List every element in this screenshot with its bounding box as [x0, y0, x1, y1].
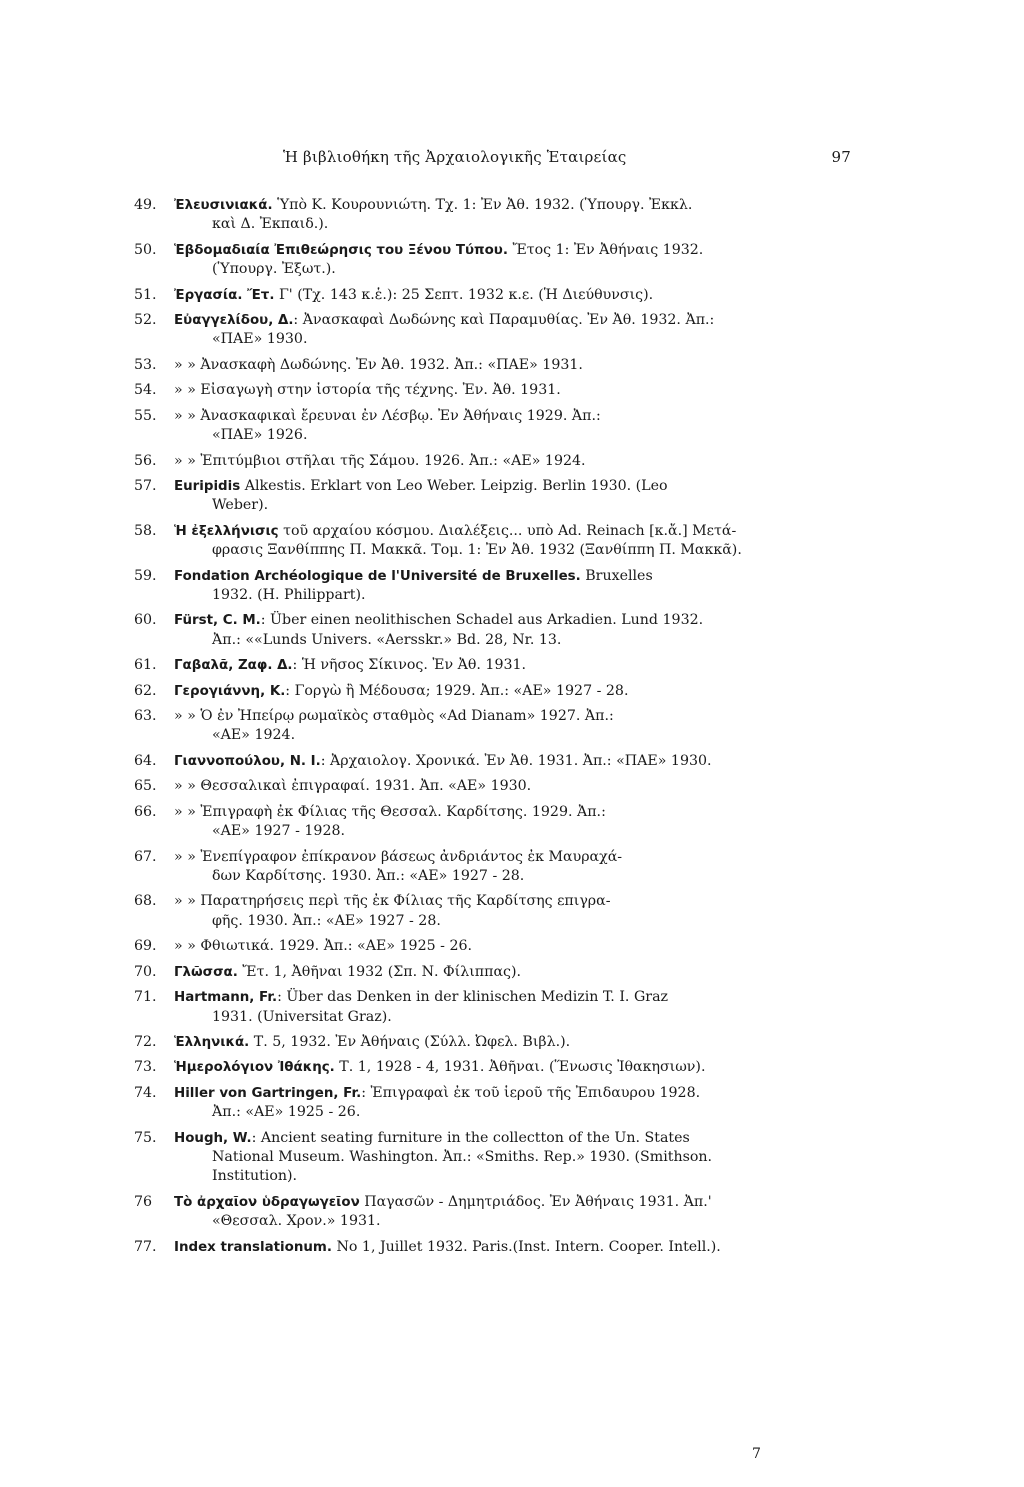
bibliography-entry [134, 1129, 854, 1187]
entry-first-line [174, 407, 854, 426]
entry-first-line [174, 682, 854, 701]
entry-detail: Bruxelles [580, 567, 653, 584]
bibliography-entry [134, 407, 854, 446]
entry-text [174, 407, 854, 446]
entry-first-line [174, 1238, 854, 1257]
entry-continuation-line [174, 822, 854, 841]
entry-continuation-line [174, 1148, 854, 1167]
entry-continuation-line [174, 1008, 854, 1027]
entry-text [174, 937, 854, 956]
entry-text [174, 1033, 854, 1052]
header-title: Ἡ βιβλιοθήκη τῆς Ἀρχαιολογικῆς Ἑταιρείας [283, 148, 627, 166]
entry-detail: : Ἡ νῆσος Σίκινος. Ἐν Ἀθ. 1931. [292, 657, 527, 674]
entry-detail: «ΑΕ» 1924. [212, 727, 296, 744]
entry-number: 69. [134, 938, 157, 955]
entry-detail: : Über einen neolithischen Schadel aus Arkadien. Lund 1932. [260, 612, 704, 629]
bibliography-entry [134, 381, 854, 400]
entry-text [174, 477, 854, 516]
entry-detail: » » Ἐπιτύμβιοι στῆλαι τῆς Σάμου. 1926. Ἀπ.: «ΑΕ» 1924. [174, 452, 586, 469]
entry-first-line [174, 1193, 854, 1212]
running-header [283, 148, 851, 166]
entry-first-line [174, 752, 854, 771]
entry-text [174, 892, 854, 931]
signature-mark: 7 [752, 1446, 761, 1462]
bibliography-entry [134, 656, 854, 675]
entry-heading: Ἑλληνικά. [174, 1035, 250, 1050]
entry-number: 53. [134, 356, 157, 373]
entry-detail: No 1, Juillet 1932. Paris.(Inst. Intern. Cooper. Intell.). [331, 1238, 721, 1255]
entry-first-line [174, 1058, 854, 1077]
entry-continuation-line [174, 586, 854, 605]
entry-detail: » » Παρατηρήσεις περὶ τῆς ἐκ Φίλιας τῆς Καρδίτσης επιγρα- [174, 893, 611, 910]
entry-number: 60. [134, 612, 157, 629]
entry-detail: φρασις Ξανθίππης Π. Μακκᾶ. Τομ. 1: Ἐν Ἀθ. 1932 (Ξανθίππη Π. Μακκᾶ). [212, 542, 742, 559]
entry-detail: «ΠΑΕ» 1926. [212, 427, 308, 444]
entry-text [174, 196, 854, 235]
bibliography-entry [134, 937, 854, 956]
entry-text [174, 567, 854, 606]
entry-text [174, 522, 854, 561]
bibliography-entry [134, 356, 854, 375]
entry-text [174, 777, 854, 796]
entry-number: 65. [134, 778, 157, 795]
entry-first-line [174, 522, 854, 541]
entry-number: 72. [134, 1034, 157, 1050]
entry-detail: Weber). [212, 497, 269, 514]
entry-first-line [174, 311, 854, 330]
entry-text [174, 1058, 854, 1077]
entry-detail: Τ. 5, 1932. Ἐν Ἀθήναις (Σύλλ. Ὠφελ. Βιβλ.). [249, 1034, 571, 1050]
entry-text [174, 848, 854, 887]
entry-continuation-line [174, 1167, 854, 1186]
entry-text [174, 311, 854, 350]
entry-text [174, 381, 854, 400]
bibliography-list [134, 196, 854, 1263]
entry-continuation-line [174, 426, 854, 445]
entry-number: 64. [134, 752, 157, 769]
entry-first-line [174, 452, 854, 471]
entry-first-line [174, 196, 854, 215]
entry-heading: Hough, W. [174, 1130, 252, 1146]
entry-continuation-line [174, 260, 854, 279]
bibliography-entry [134, 1058, 854, 1077]
entry-heading: Fondation Archéologique de l'Université de Bruxelles. [174, 568, 581, 584]
entry-text [174, 356, 854, 375]
entry-text [174, 1193, 854, 1232]
entry-heading: Ἡ ἐξελλήνισις [174, 523, 279, 539]
bibliography-entry [134, 803, 854, 842]
entry-heading: Γερογιάννη, Κ. [174, 683, 286, 699]
entry-detail: «ΑΕ» 1927 - 1928. [212, 823, 346, 840]
entry-heading: Ἑβδομαδιαία Ἐπιθεώρησις του Ξένου Τύπου. [174, 242, 508, 258]
entry-detail: Ἔτος 1: Ἐν Ἀθήναις 1932. [507, 241, 704, 258]
entry-first-line [174, 707, 854, 726]
entry-detail: «Θεσσαλ. Χρον.» 1931. [212, 1213, 381, 1230]
bibliography-entry [134, 963, 854, 982]
entry-number: 62. [134, 682, 157, 699]
entry-heading: Euripidis [174, 479, 241, 495]
entry-text [174, 1129, 854, 1187]
entry-detail: » » Ἐνεπίγραφον ἐπίκρανον βάσεως ἀνδριάντος ἐκ Μαυραχά- [174, 848, 623, 865]
bibliography-entry [134, 567, 854, 606]
bibliography-entry [134, 1033, 854, 1052]
entry-continuation-line [174, 726, 854, 745]
bibliography-entry [134, 892, 854, 931]
entry-continuation-line [174, 215, 854, 234]
entry-detail: καὶ Δ. Ἐκπαιδ.). [212, 216, 329, 233]
entry-detail: : Ἀρχαιολογ. Χρονικά. Ἐν Ἀθ. 1931. Ἀπ.: «ΠΑΕ» 1930. [320, 752, 712, 769]
entry-heading: Εὐαγγελίδου, Δ. [174, 313, 294, 329]
entry-continuation-line [174, 330, 854, 349]
entry-detail: Γ' (Τχ. 143 κ.ἑ.): 25 Σεπτ. 1932 κ.ε. (Ἡ Διεύθυνσις). [274, 286, 654, 303]
entry-text [174, 286, 854, 305]
entry-heading: Γιαννοπούλου, Ν. Ι. [174, 753, 321, 769]
entry-first-line [174, 777, 854, 796]
entry-text [174, 682, 854, 701]
entry-text [174, 707, 854, 746]
bibliography-entry [134, 241, 854, 280]
entry-detail: » » Ἐπιγραφὴ ἐκ Φίλιας τῆς Θεσσαλ. Καρδίτσης. 1929. Ἀπ.: [174, 803, 606, 820]
entry-number: 58. [134, 522, 157, 539]
bibliography-entry [134, 848, 854, 887]
entry-first-line [174, 477, 854, 496]
entry-heading: Index translationum. [174, 1239, 332, 1255]
entry-first-line [174, 567, 854, 586]
entry-detail: Ἔτ. 1, Ἀθῆναι 1932 (Σπ. Ν. Φίλιππας). [237, 963, 522, 980]
bibliography-entry [134, 752, 854, 771]
entry-first-line [174, 963, 854, 982]
entry-heading: Ἐλευσινιακά. [174, 198, 273, 213]
entry-detail: » » Ἀνασκαφὴ Δωδώνης. Ἐν Ἀθ. 1932. Ἀπ.: «ΠΑΕ» 1931. [174, 356, 583, 373]
entry-number: 63. [134, 708, 157, 725]
entry-detail: » » Ὁ ἐν Ἠπείρῳ ρωμαϊκὸς σταθμὸς «Ad Dianam» 1927. Ἀπ.: [174, 708, 614, 725]
bibliography-entry [134, 1238, 854, 1257]
entry-detail: δων Καρδίτσης. 1930. Ἀπ.: «ΑΕ» 1927 - 28. [212, 867, 525, 884]
entry-detail: 1932. (H. Philippart). [212, 586, 366, 603]
entry-first-line [174, 381, 854, 400]
entry-number: 75. [134, 1129, 157, 1146]
entry-number: 70. [134, 963, 157, 980]
entry-text [174, 1084, 854, 1123]
bibliography-entry [134, 477, 854, 516]
entry-detail: : Ἐπιγραφαὶ ἐκ τοῦ ἱεροῦ τῆς Ἐπιδαυρου 1928. [361, 1084, 701, 1101]
entry-detail: Ὑπὸ Κ. Κουρουνιώτη. Τχ. 1: Ἐν Ἀθ. 1932. (Ὑπουργ. Ἐκκλ. [272, 197, 693, 213]
entry-number: 59. [134, 567, 157, 584]
entry-number: 55. [134, 407, 157, 424]
entry-detail: Alkestis. Erklart von Leo Weber. Leipzig. Berlin 1930. (Leo [240, 478, 668, 495]
entry-detail: : Γοργὼ ἢ Μέδουσα; 1929. Ἀπ.: «ΑΕ» 1927 - 28. [285, 682, 629, 699]
entry-detail: » » Ἀνασκαφικαὶ ἔρευναι ἐν Λέσβῳ. Ἐν Ἀθήναις 1929. Ἀπ.: [174, 407, 601, 424]
bibliography-entry [134, 522, 854, 561]
entry-detail: Institution). [212, 1168, 298, 1185]
entry-detail: National Museum. Washington. Ἀπ.: «Smiths. Rep.» 1930. (Smithson. [212, 1149, 713, 1166]
entry-number: 52. [134, 312, 157, 329]
entry-number: 51. [134, 286, 157, 303]
entry-continuation-line [174, 1212, 854, 1231]
bibliography-entry [134, 988, 854, 1027]
entry-number: 66. [134, 803, 157, 820]
bibliography-entry [134, 682, 854, 701]
entry-text [174, 963, 854, 982]
entry-text [174, 803, 854, 842]
entry-number: 61. [134, 657, 157, 674]
entry-detail: 1931. (Universitat Graz). [212, 1008, 392, 1025]
bibliography-entry [134, 611, 854, 650]
entry-heading: Τὸ ἀρχαῖον ὑδραγωγεῖον [174, 1194, 360, 1210]
entry-detail: φῆς. 1930. Ἀπ.: «ΑΕ» 1927 - 28. [212, 912, 441, 929]
entry-detail: (Ὑπουργ. Ἐξωτ.). [212, 261, 336, 278]
entry-heading: Ἐργασία. Ἔτ. [174, 287, 275, 303]
entry-text [174, 452, 854, 471]
bibliography-entry [134, 452, 854, 471]
entry-number: 73. [134, 1059, 157, 1076]
entry-detail: : Über das Denken in der klinischen Medizin T. I. Graz [277, 989, 668, 1006]
entry-continuation-line [174, 496, 854, 515]
entry-first-line [174, 1084, 854, 1103]
entry-number: 56. [134, 452, 157, 469]
bibliography-entry [134, 1084, 854, 1123]
entry-number: 57. [134, 478, 157, 495]
entry-heading: Fürst, C. M. [174, 613, 261, 629]
bibliography-entry [134, 311, 854, 350]
entry-number: 76 [134, 1193, 153, 1210]
entry-first-line [174, 937, 854, 956]
entry-text [174, 1238, 854, 1257]
entry-first-line [174, 848, 854, 867]
entry-first-line [174, 988, 854, 1007]
entry-number: 77. [134, 1238, 157, 1255]
bibliography-entry [134, 286, 854, 305]
entry-number: 74. [134, 1084, 157, 1101]
entry-number: 49. [134, 197, 157, 213]
bibliography-entry [134, 777, 854, 796]
entry-detail: «ΠΑΕ» 1930. [212, 331, 308, 348]
entry-heading: Hiller von Gartringen, Fr. [174, 1085, 362, 1101]
entry-heading: Ἡμερολόγιον Ἰθάκης. [174, 1060, 335, 1076]
entry-first-line [174, 892, 854, 911]
entry-first-line [174, 656, 854, 675]
entry-detail: Τ. 1, 1928 - 4, 1931. Ἀθῆναι. (Ἕνωσις Ἰθακησιων). [334, 1059, 706, 1076]
entry-heading: Hartmann, Fr. [174, 990, 278, 1006]
entry-first-line [174, 356, 854, 375]
page-number: 97 [831, 148, 851, 166]
entry-first-line [174, 1033, 854, 1052]
entry-number: 67. [134, 848, 157, 865]
entry-detail: : Ἀνασκαφαὶ Δωδώνης καὶ Παραμυθίας. Ἐν Ἀθ. 1932. Ἀπ.: [293, 312, 715, 329]
entry-continuation-line [174, 1103, 854, 1122]
entry-number: 50. [134, 241, 157, 258]
entry-number: 54. [134, 382, 157, 399]
entry-first-line [174, 1129, 854, 1148]
entry-number: 71. [134, 989, 157, 1006]
entry-detail: » » Φθιωτικά. 1929. Ἀπ.: «ΑΕ» 1925 - 26. [174, 938, 473, 955]
entry-first-line [174, 241, 854, 260]
bibliography-entry [134, 196, 854, 235]
entry-detail: Παγασῶν - Δημητριάδος. Ἐν Ἀθήναις 1931. Ἀπ.' [359, 1193, 712, 1210]
entry-text [174, 752, 854, 771]
entry-continuation-line [174, 867, 854, 886]
entry-text [174, 988, 854, 1027]
entry-detail: » » Εἰσαγωγὴ στην ἱστορία τῆς τέχνης. Ἐν. Ἀθ. 1931. [174, 382, 561, 399]
entry-detail: » » Θεσσαλικαὶ ἐπιγραφαί. 1931. Ἀπ. «ΑΕ» 1930. [174, 778, 532, 795]
entry-continuation-line [174, 912, 854, 931]
entry-text [174, 611, 854, 650]
entry-heading: Γαβαλᾶ, Ζαφ. Δ. [174, 658, 293, 674]
entry-number: 68. [134, 893, 157, 910]
entry-detail: Ἀπ.: «ΑΕ» 1925 - 26. [212, 1104, 361, 1121]
entry-continuation-line [174, 631, 854, 650]
entry-text [174, 656, 854, 675]
bibliography-entry [134, 707, 854, 746]
entry-continuation-line [174, 541, 854, 560]
entry-heading: Γλῶσσα. [174, 964, 238, 980]
bibliography-entry [134, 1193, 854, 1232]
entry-first-line [174, 286, 854, 305]
entry-detail: Ἀπ.: ««Lunds Univers. «Aersskr.» Bd. 28, Nr. 13. [212, 631, 562, 648]
entry-text [174, 241, 854, 280]
entry-detail: τοῦ αρχαίου κόσμου. Διαλέξεις... υπὸ Ad. Reinach [κ.ἄ.] Μετά- [278, 522, 737, 539]
entry-detail: : Ancient seating furniture in the collectton of the Un. States [251, 1129, 690, 1146]
entry-first-line [174, 803, 854, 822]
entry-first-line [174, 611, 854, 630]
